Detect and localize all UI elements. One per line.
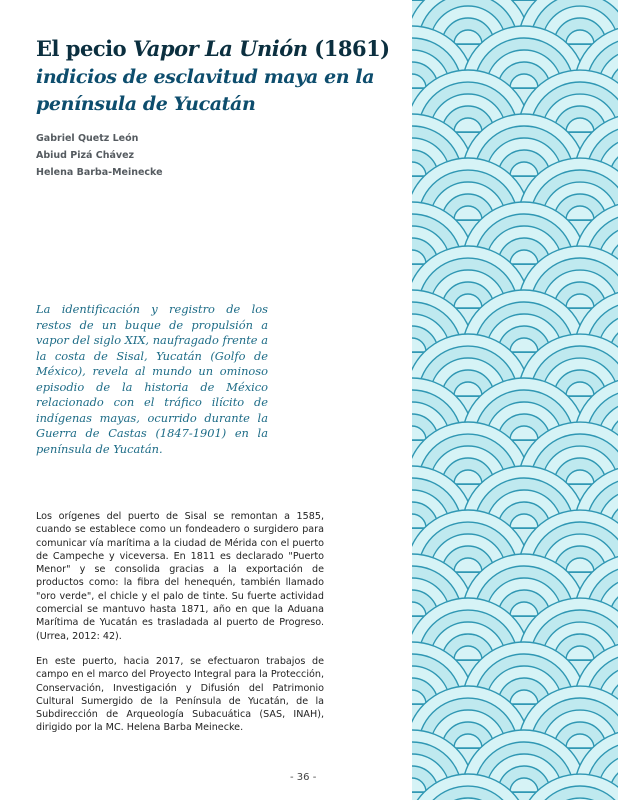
wave-pattern-illustration (412, 0, 618, 800)
title-year: (1861) (307, 36, 390, 61)
author-list (36, 130, 163, 181)
page-number: - 36 - (290, 772, 317, 783)
author-name: Abiud Pizá Chávez (36, 150, 135, 161)
author-name: Gabriel Quetz León (36, 133, 139, 144)
paragraph: Los orígenes del puerto de Sisal se remontan a 1585, cuando se establece como un fondeadero o surgidero para comunicar vía marítima a la ciudad de Mérida con el puerto de Campeche y viceversa. En 1811 es declarado "Puerto Menor" y se consolida gracias a la exportación de productos como: la fibra del henequén, también llamado "oro verde", el chicle y el palo de tinte. Su fuerte actividad comercial se mantuvo hasta 1871, año en que la Aduana Marítima de Yucatán es trasladada al puerto de Progreso. (Urrea, 2012: 42). (36, 511, 324, 642)
author-name: Helena Barba-Meinecke (36, 167, 163, 178)
paragraph: En este puerto, hacia 2017, se efectuaron trabajos de campo en el marco del Proyecto Integral para la Protección, Conservación, Investigación y Difusión del Patrimonio Cultural Sumergido de la Península de Yucatán, de la Subdirección de Arqueología Subacuática (SAS, INAH), dirigido por la MC. Helena Barba Meinecke. (36, 655, 324, 734)
title-ship-name: Vapor La Unión (132, 36, 308, 61)
body-text (36, 510, 324, 747)
article-title (36, 36, 406, 62)
wave-pattern (412, 0, 618, 800)
article-subtitle: indicios de esclavitud maya en la península de Yucatán (36, 66, 375, 115)
title-start: El pecio (36, 36, 133, 61)
abstract: La identificación y registro de los restos de un buque de propulsión a vapor del siglo XIX, naufragado frente a la costa de Sisal, Yucatán (Golfo de México), revela al mundo un ominoso episodio de la historia de México relacionado con el tráfico ilícito de indígenas mayas, ocurrido durante la Guerra de Castas (1847-1901) en la península de Yucatán. (36, 302, 268, 456)
